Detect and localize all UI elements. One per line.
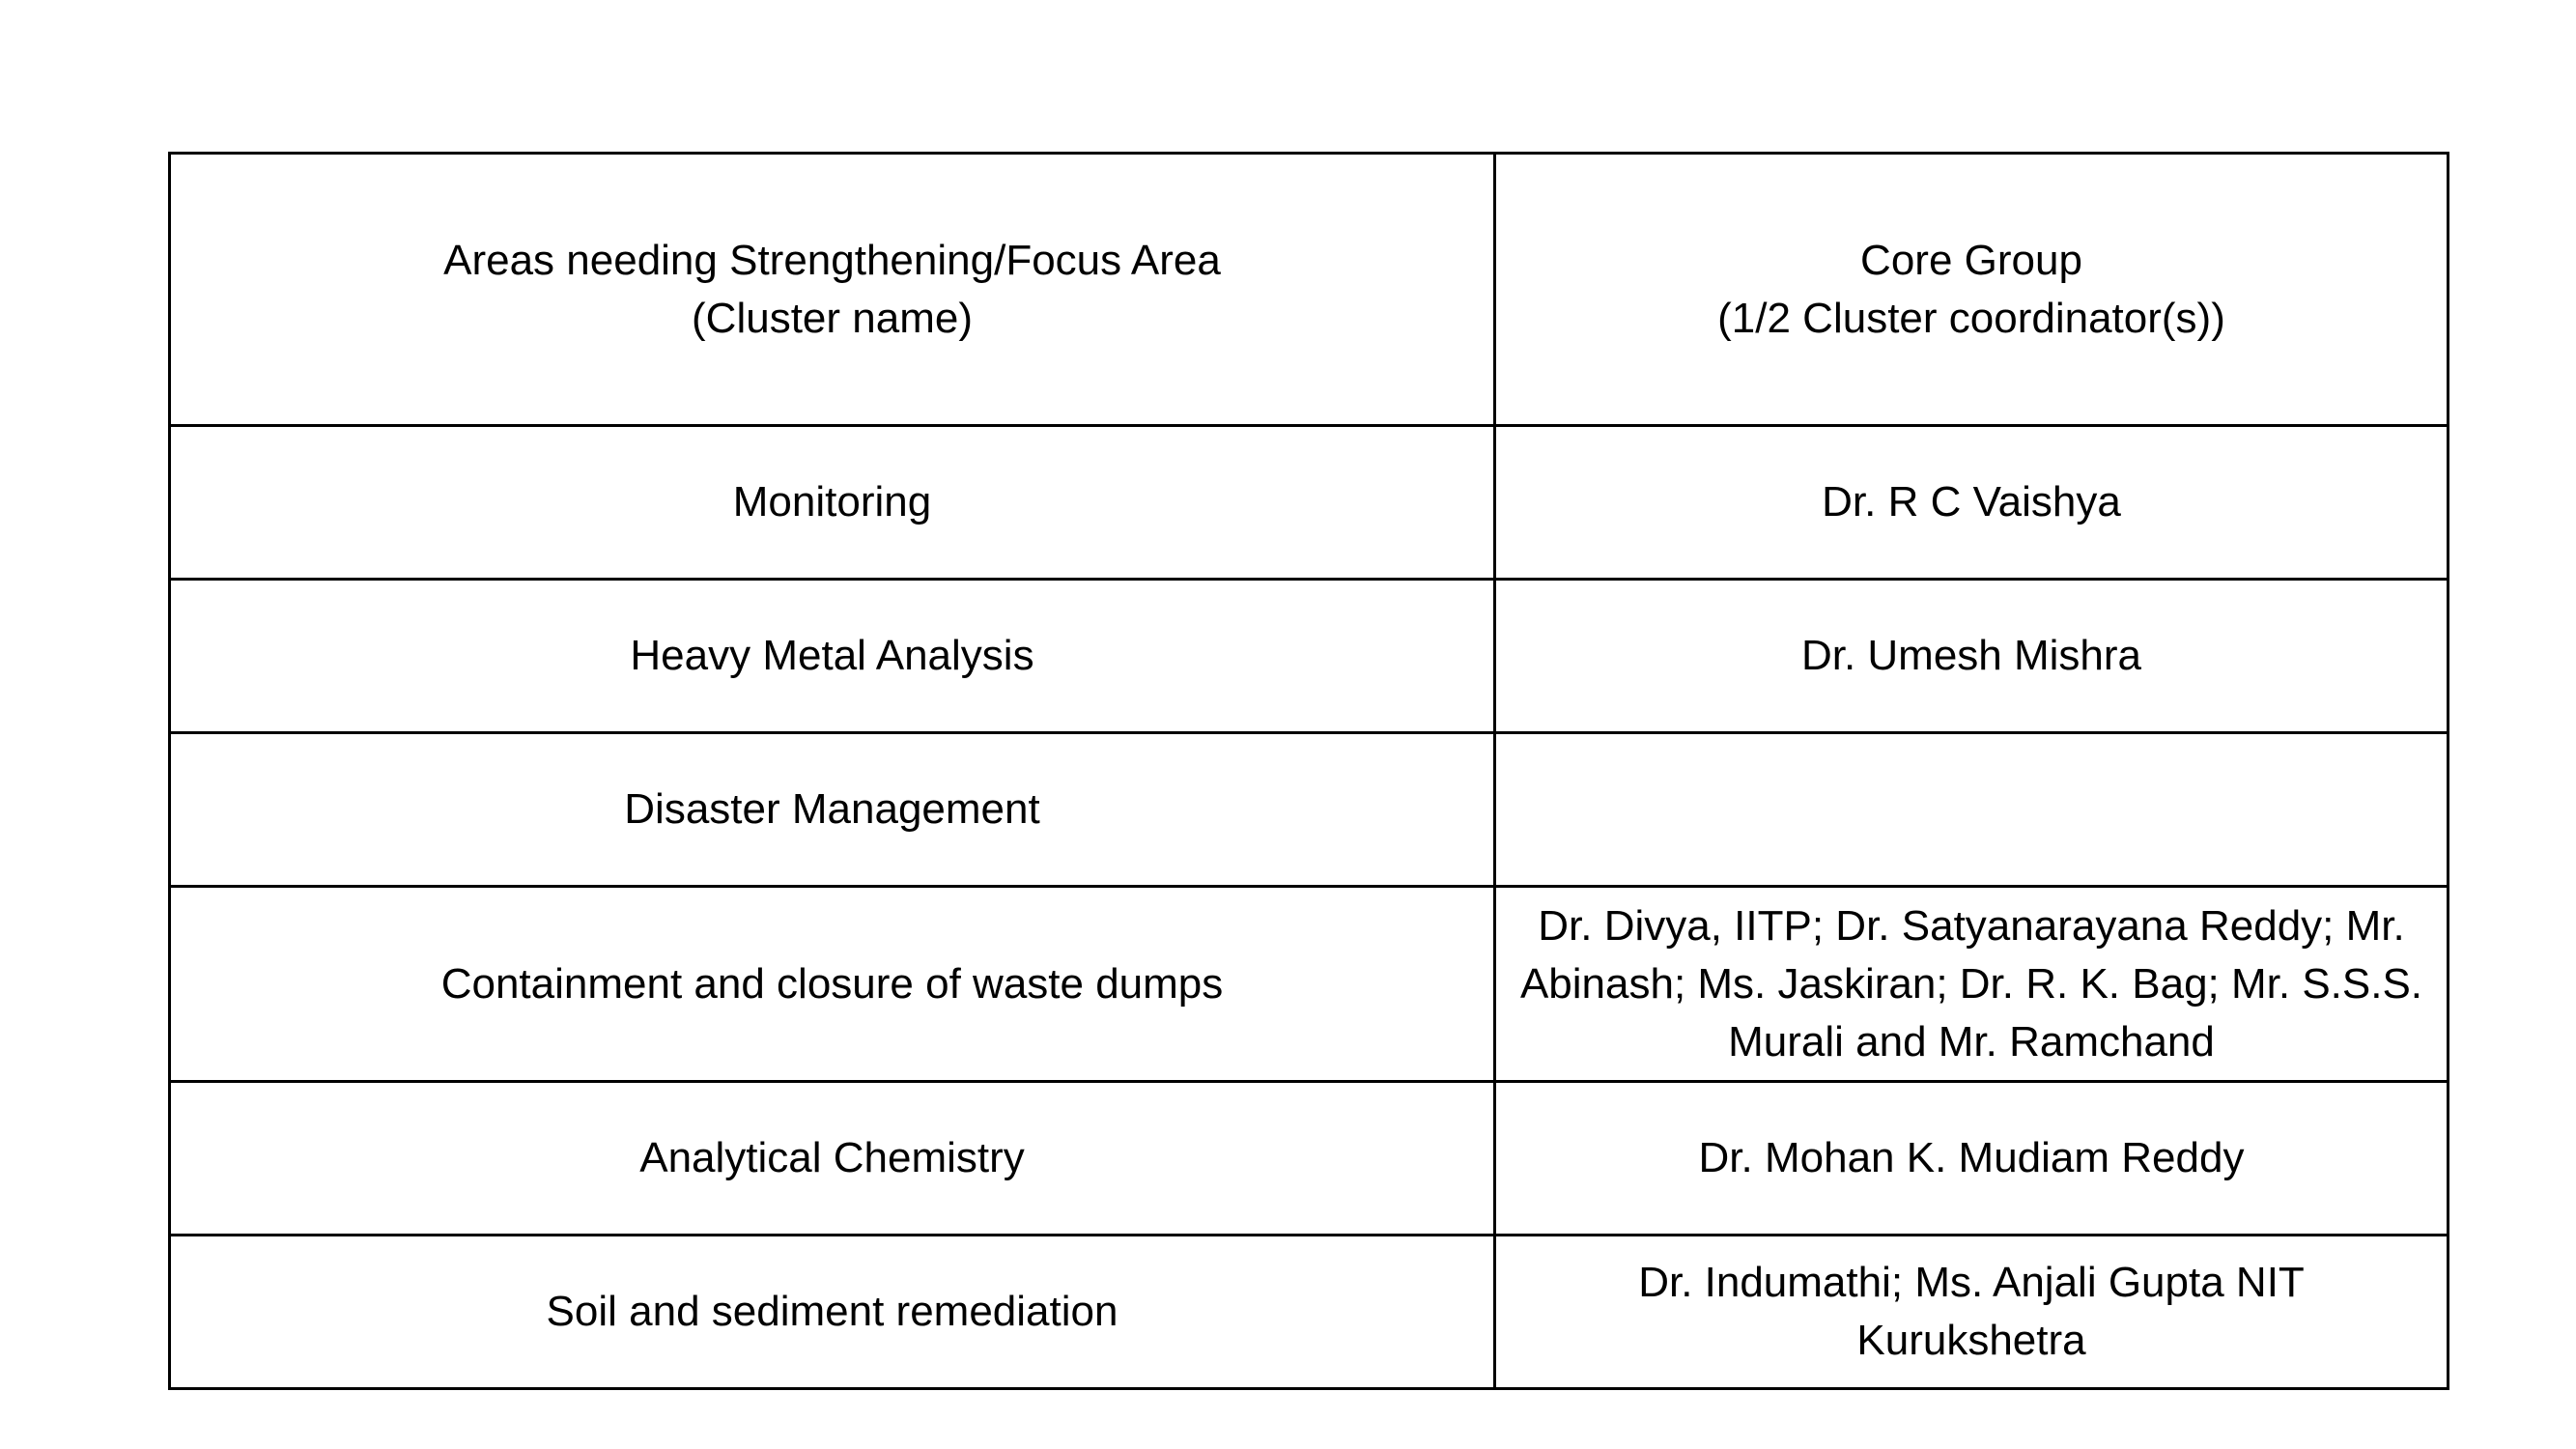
header-core-line2: (1/2 Cluster coordinator(s)) <box>1717 294 2225 342</box>
table-row <box>170 887 2449 1082</box>
header-core <box>1495 154 2449 426</box>
area-cell: Heavy Metal Analysis <box>170 580 1495 733</box>
core-cell: Dr. Mohan K. Mudiam Reddy <box>1495 1082 2449 1236</box>
core-cell-line1: Dr. Divya, IITP; Dr. Satyanarayana Reddy; Mr. <box>1538 901 2405 950</box>
core-cell <box>1495 733 2449 887</box>
area-cell: Soil and sediment remediation <box>170 1236 1495 1389</box>
table-header-row <box>170 154 2449 426</box>
core-cell: Dr. R C Vaishya <box>1495 426 2449 580</box>
header-area <box>170 154 1495 426</box>
core-cell <box>1495 1236 2449 1389</box>
area-cell: Disaster Management <box>170 733 1495 887</box>
area-cell: Containment and closure of waste dumps <box>170 887 1495 1082</box>
area-cell: Monitoring <box>170 426 1495 580</box>
table-row <box>170 426 2449 580</box>
core-cell: Dr. Umesh Mishra <box>1495 580 2449 733</box>
header-area-line2: (Cluster name) <box>692 294 973 342</box>
cluster-table <box>168 152 2449 1390</box>
core-cell-line3: Murali and Mr. Ramchand <box>1728 1017 2215 1065</box>
core-cell <box>1495 887 2449 1082</box>
core-cell-line2: Kurukshetra <box>1856 1317 2086 1364</box>
header-core-line1: Core Group <box>1860 236 2082 284</box>
area-cell: Analytical Chemistry <box>170 1082 1495 1236</box>
table-row <box>170 580 2449 733</box>
table-row <box>170 1082 2449 1236</box>
core-cell-line2: Abinash; Ms. Jaskiran; Dr. R. K. Bag; Mr. S.S.S. <box>1519 959 2423 1008</box>
table-row <box>170 1236 2449 1389</box>
core-cell-line1: Dr. Indumathi; Ms. Anjali Gupta NIT <box>1638 1259 2305 1306</box>
header-area-line1: Areas needing Strengthening/Focus Area <box>443 236 1221 284</box>
table-row <box>170 733 2449 887</box>
